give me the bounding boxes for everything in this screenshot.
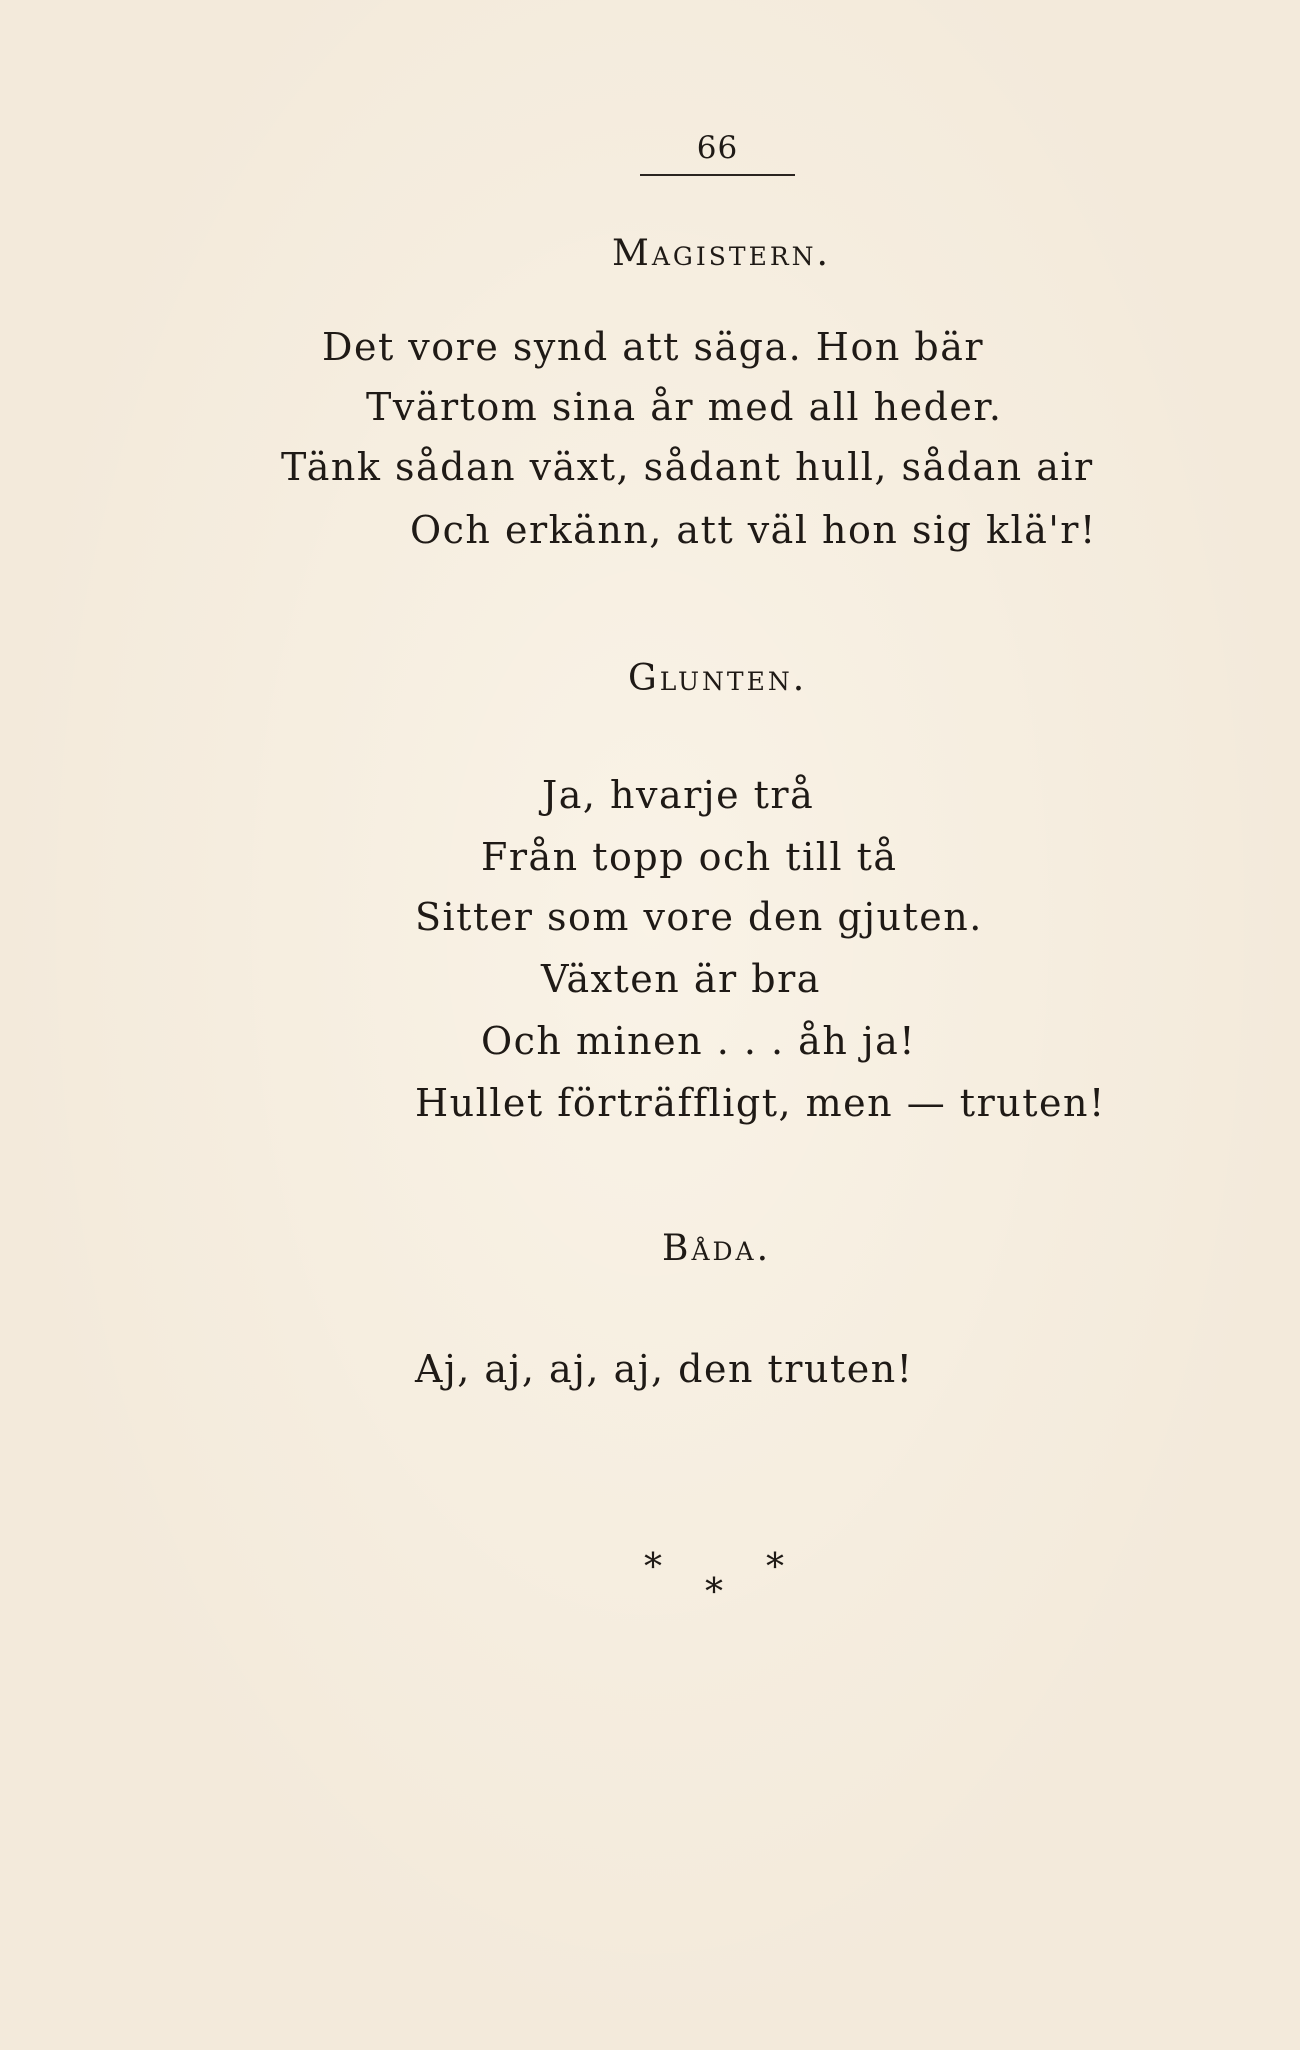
verse-line: Växten är bra bbox=[541, 957, 821, 1001]
page-number: 66 bbox=[696, 130, 739, 166]
page-number-rule bbox=[640, 174, 795, 176]
asterism-star-right: * bbox=[766, 1547, 784, 1588]
verse-line: Ja, hvarje trå bbox=[542, 773, 815, 817]
verse-line: Och minen . . . åh ja! bbox=[481, 1019, 917, 1063]
verse-line: Och erkänn, att väl hon sig klä'r! bbox=[410, 508, 1097, 552]
verse-line: Hullet förträffligt, men — truten! bbox=[415, 1081, 1106, 1125]
speaker-magistern: Magistern. bbox=[612, 233, 831, 274]
verse-line: Från topp och till tå bbox=[481, 835, 898, 879]
speaker-bada: Båda. bbox=[662, 1228, 772, 1269]
verse-line: Tvärtom sina år med all heder. bbox=[366, 385, 1003, 429]
verse-line: Tänk sådan växt, sådant hull, sådan air bbox=[281, 445, 1094, 489]
asterism-star-bottom: * bbox=[705, 1572, 723, 1613]
speaker-glunten: Glunten. bbox=[628, 658, 808, 699]
verse-line: Sitter som vore den gjuten. bbox=[415, 895, 983, 939]
asterism-star-left: * bbox=[644, 1547, 662, 1588]
verse-line: Aj, aj, aj, aj, den truten! bbox=[415, 1347, 914, 1391]
verse-line: Det vore synd att säga. Hon bär bbox=[322, 325, 985, 369]
